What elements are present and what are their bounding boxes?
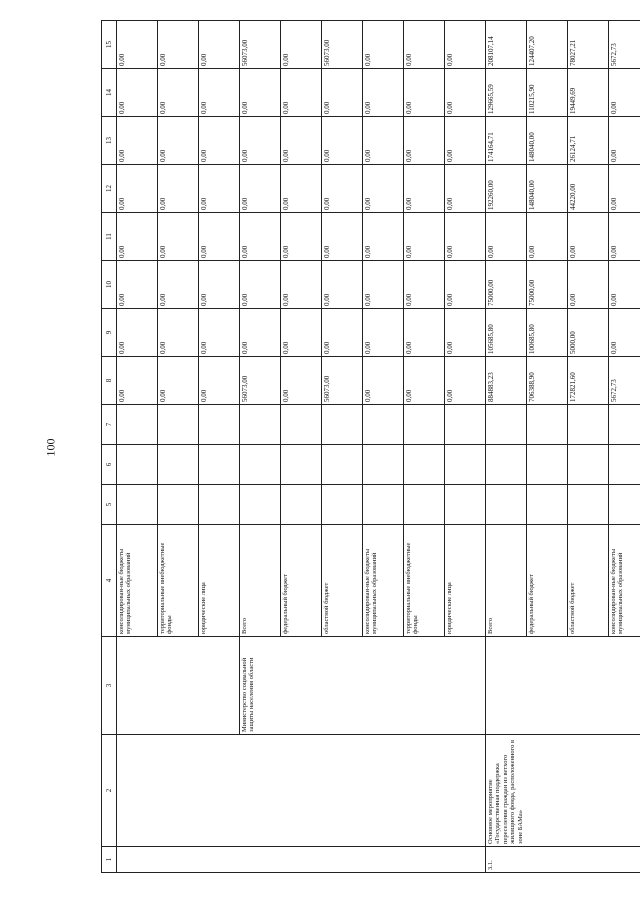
value-cell: 0,00 <box>404 117 445 165</box>
empty-cell <box>404 405 445 445</box>
value-cell: 0,00 <box>281 357 322 405</box>
table-row <box>199 21 240 873</box>
table-row <box>281 21 322 873</box>
value-cell: 0,00 <box>609 117 640 165</box>
value-cell: 100685,80 <box>527 309 568 357</box>
empty-cell <box>322 405 363 445</box>
value-cell: 148040,00 <box>527 117 568 165</box>
value-cell: 0,00 <box>404 261 445 309</box>
table-row <box>404 21 445 873</box>
col-header: 11 <box>102 213 117 261</box>
table-row <box>527 21 568 873</box>
value-cell: 0,00 <box>281 261 322 309</box>
value-cell: 0,00 <box>322 213 363 261</box>
value-cell: 0,00 <box>199 165 240 213</box>
value-cell: 0,00 <box>158 213 199 261</box>
value-cell: 56073,00 <box>240 357 281 405</box>
empty-cell <box>568 445 609 485</box>
value-cell: 0,00 <box>199 357 240 405</box>
empty-cell <box>363 405 404 445</box>
value-cell: 0,00 <box>281 21 322 69</box>
measure-number-cell <box>281 847 322 873</box>
measure-name-cell <box>404 735 445 847</box>
value-cell: 110215,90 <box>527 69 568 117</box>
table-row <box>445 21 486 873</box>
value-cell: 0,00 <box>322 309 363 357</box>
measure-name-cell <box>199 735 240 847</box>
table-row <box>609 21 640 873</box>
value-cell: 0,00 <box>404 165 445 213</box>
measure-number-cell <box>568 847 609 873</box>
empty-cell <box>445 485 486 525</box>
value-cell: 0,00 <box>609 309 640 357</box>
value-cell: 5672,73 <box>609 357 640 405</box>
empty-cell <box>281 485 322 525</box>
funding-source-cell: федеральный бюджет <box>527 525 568 637</box>
empty-cell <box>199 485 240 525</box>
empty-cell <box>363 445 404 485</box>
empty-cell <box>404 445 445 485</box>
budget-table <box>101 20 640 873</box>
value-cell: 5672,73 <box>609 21 640 69</box>
empty-cell <box>199 445 240 485</box>
executor-cell <box>158 637 199 735</box>
value-cell: 0,00 <box>568 261 609 309</box>
executor-cell <box>568 637 609 735</box>
funding-source-cell: консолидирован-ные бюджеты муниципальных образований <box>609 525 640 637</box>
value-cell: 0,00 <box>609 213 640 261</box>
empty-cell <box>322 485 363 525</box>
executor-cell <box>363 637 404 735</box>
value-cell: 0,00 <box>363 69 404 117</box>
measure-name-cell <box>281 735 322 847</box>
col-header: 4 <box>102 525 117 637</box>
value-cell: 0,00 <box>322 165 363 213</box>
value-cell: 0,00 <box>199 69 240 117</box>
measure-number-cell <box>240 847 281 873</box>
table-row <box>486 21 527 873</box>
measure-name-cell <box>568 735 609 847</box>
col-header: 14 <box>102 69 117 117</box>
value-cell: 56073,00 <box>322 21 363 69</box>
empty-cell <box>240 485 281 525</box>
executor-cell <box>199 637 240 735</box>
value-cell: 19449,69 <box>568 69 609 117</box>
value-cell: 0,00 <box>445 165 486 213</box>
empty-cell <box>527 405 568 445</box>
value-cell: 56073,00 <box>322 357 363 405</box>
measure-number-cell <box>445 847 486 873</box>
value-cell: 172821,60 <box>568 357 609 405</box>
col-header: 2 <box>102 735 117 847</box>
value-cell: 0,00 <box>404 309 445 357</box>
empty-cell <box>117 485 158 525</box>
executor-cell <box>117 637 158 735</box>
value-cell: 0,00 <box>117 213 158 261</box>
value-cell: 0,00 <box>281 69 322 117</box>
executor-cell <box>445 637 486 735</box>
value-cell: 0,00 <box>117 261 158 309</box>
value-cell: 26124,71 <box>568 117 609 165</box>
value-cell: 56073,00 <box>240 21 281 69</box>
empty-cell <box>486 485 527 525</box>
col-header: 13 <box>102 117 117 165</box>
value-cell: 0,00 <box>158 69 199 117</box>
value-cell: 75000,00 <box>527 261 568 309</box>
value-cell: 0,00 <box>117 165 158 213</box>
value-cell: 0,00 <box>322 261 363 309</box>
table-row <box>158 21 199 873</box>
funding-source-cell: Всего <box>486 525 527 637</box>
empty-cell <box>240 405 281 445</box>
funding-source-cell: территориальные внебюджетные фонды <box>158 525 199 637</box>
value-cell: 44220,00 <box>568 165 609 213</box>
measure-name-cell <box>363 735 404 847</box>
empty-cell <box>445 445 486 485</box>
value-cell: 0,00 <box>363 21 404 69</box>
value-cell: 5000,00 <box>568 309 609 357</box>
value-cell: 0,00 <box>609 165 640 213</box>
empty-cell <box>568 485 609 525</box>
value-cell: 0,00 <box>240 117 281 165</box>
empty-cell <box>404 485 445 525</box>
funding-source-cell: областной бюджет <box>322 525 363 637</box>
empty-cell <box>240 445 281 485</box>
empty-cell <box>527 445 568 485</box>
measure-name-cell <box>527 735 568 847</box>
executor-cell <box>281 637 322 735</box>
col-header: 7 <box>102 405 117 445</box>
measure-number-cell <box>199 847 240 873</box>
value-cell: 0,00 <box>445 21 486 69</box>
value-cell: 0,00 <box>158 357 199 405</box>
funding-source-cell: Всего <box>240 525 281 637</box>
measure-number-cell: 3.1. <box>486 847 527 873</box>
col-header: 1 <box>102 847 117 873</box>
funding-source-cell: областной бюджет <box>568 525 609 637</box>
measure-name-cell: Основное мероприятие «Государственная поддержка переселения граждан из ветхого жилищного фонда, расположенного в зоне БАМа» <box>486 735 527 847</box>
value-cell: 0,00 <box>240 165 281 213</box>
value-cell: 0,00 <box>609 261 640 309</box>
measure-number-cell <box>117 847 158 873</box>
col-header: 10 <box>102 261 117 309</box>
measure-number-cell <box>609 847 640 873</box>
value-cell: 0,00 <box>117 69 158 117</box>
col-header: 6 <box>102 445 117 485</box>
value-cell: 0,00 <box>117 309 158 357</box>
col-header: 3 <box>102 637 117 735</box>
value-cell: 0,00 <box>363 309 404 357</box>
col-header: 9 <box>102 309 117 357</box>
value-cell: 0,00 <box>322 69 363 117</box>
empty-cell <box>199 405 240 445</box>
value-cell: 0,00 <box>445 213 486 261</box>
funding-source-cell: юридические лица <box>199 525 240 637</box>
measure-name-cell <box>322 735 363 847</box>
col-header: 5 <box>102 485 117 525</box>
executor-cell <box>527 637 568 735</box>
value-cell: 0,00 <box>404 213 445 261</box>
table-row <box>240 21 281 873</box>
empty-cell <box>281 445 322 485</box>
rotated-table-sheet <box>101 36 625 873</box>
measure-name-cell <box>609 735 640 847</box>
empty-cell <box>609 485 640 525</box>
table-row <box>363 21 404 873</box>
page-number: 100 <box>43 438 58 457</box>
executor-cell <box>486 637 527 735</box>
empty-cell <box>363 485 404 525</box>
header-row <box>102 21 117 873</box>
value-cell: 192260,00 <box>486 165 527 213</box>
value-cell: 0,00 <box>158 261 199 309</box>
empty-cell <box>281 405 322 445</box>
value-cell: 0,00 <box>527 213 568 261</box>
empty-cell <box>158 405 199 445</box>
value-cell: 124407,20 <box>527 21 568 69</box>
value-cell: 0,00 <box>199 213 240 261</box>
value-cell: 0,00 <box>199 309 240 357</box>
value-cell: 0,00 <box>609 69 640 117</box>
value-cell: 0,00 <box>363 357 404 405</box>
empty-cell <box>527 485 568 525</box>
value-cell: 105685,80 <box>486 309 527 357</box>
empty-cell <box>486 405 527 445</box>
funding-source-cell: консолидирован-ные бюджеты муниципальных образований <box>117 525 158 637</box>
value-cell: 0,00 <box>363 165 404 213</box>
measure-name-cell <box>445 735 486 847</box>
empty-cell <box>158 485 199 525</box>
value-cell: 0,00 <box>486 213 527 261</box>
empty-cell <box>609 445 640 485</box>
funding-source-cell: консолидирован-ные бюджеты муниципальных образований <box>363 525 404 637</box>
value-cell: 0,00 <box>240 69 281 117</box>
value-cell: 0,00 <box>445 357 486 405</box>
value-cell: 129665,59 <box>486 69 527 117</box>
value-cell: 0,00 <box>281 117 322 165</box>
value-cell: 0,00 <box>363 117 404 165</box>
value-cell: 0,00 <box>363 261 404 309</box>
value-cell: 706388,90 <box>527 357 568 405</box>
executor-cell: Министерство социальной защиты населения области <box>240 637 281 735</box>
value-cell: 0,00 <box>240 261 281 309</box>
executor-cell <box>404 637 445 735</box>
table-row <box>322 21 363 873</box>
measure-number-cell <box>527 847 568 873</box>
value-cell: 148040,00 <box>527 165 568 213</box>
measure-number-cell <box>404 847 445 873</box>
measure-number-cell <box>322 847 363 873</box>
value-cell: 0,00 <box>199 117 240 165</box>
empty-cell <box>117 445 158 485</box>
funding-source-cell: юридические лица <box>445 525 486 637</box>
value-cell: 0,00 <box>445 117 486 165</box>
table-row <box>568 21 609 873</box>
value-cell: 0,00 <box>445 309 486 357</box>
value-cell: 0,00 <box>568 213 609 261</box>
value-cell: 0,00 <box>117 117 158 165</box>
value-cell: 0,00 <box>445 69 486 117</box>
empty-cell <box>609 405 640 445</box>
col-header: 15 <box>102 21 117 69</box>
value-cell: 0,00 <box>281 213 322 261</box>
empty-cell <box>117 405 158 445</box>
value-cell: 0,00 <box>158 21 199 69</box>
value-cell: 0,00 <box>158 309 199 357</box>
empty-cell <box>445 405 486 445</box>
value-cell: 0,00 <box>158 117 199 165</box>
measure-name-cell <box>240 735 281 847</box>
value-cell: 0,00 <box>158 165 199 213</box>
value-cell: 0,00 <box>404 21 445 69</box>
empty-cell <box>158 445 199 485</box>
value-cell: 208107,14 <box>486 21 527 69</box>
measure-number-cell <box>363 847 404 873</box>
executor-cell <box>322 637 363 735</box>
value-cell: 75000,00 <box>486 261 527 309</box>
value-cell: 0,00 <box>240 309 281 357</box>
value-cell: 0,00 <box>404 357 445 405</box>
value-cell: 0,00 <box>363 213 404 261</box>
value-cell: 0,00 <box>322 117 363 165</box>
value-cell: 0,00 <box>445 261 486 309</box>
value-cell: 0,00 <box>117 357 158 405</box>
measure-name-cell <box>117 735 158 847</box>
value-cell: 0,00 <box>404 69 445 117</box>
value-cell: 0,00 <box>199 21 240 69</box>
value-cell: 0,00 <box>281 165 322 213</box>
measure-number-cell <box>158 847 199 873</box>
measure-name-cell <box>158 735 199 847</box>
value-cell: 884883,23 <box>486 357 527 405</box>
value-cell: 0,00 <box>281 309 322 357</box>
value-cell: 174164,71 <box>486 117 527 165</box>
value-cell: 0,00 <box>117 21 158 69</box>
funding-source-cell: территориальные внебюджетные фонды <box>404 525 445 637</box>
col-header: 12 <box>102 165 117 213</box>
value-cell: 0,00 <box>240 213 281 261</box>
value-cell: 78027,21 <box>568 21 609 69</box>
executor-cell <box>609 637 640 735</box>
empty-cell <box>568 405 609 445</box>
table-row <box>117 21 158 873</box>
empty-cell <box>322 445 363 485</box>
col-header: 8 <box>102 357 117 405</box>
value-cell: 0,00 <box>199 261 240 309</box>
funding-source-cell: федеральный бюджет <box>281 525 322 637</box>
empty-cell <box>486 445 527 485</box>
